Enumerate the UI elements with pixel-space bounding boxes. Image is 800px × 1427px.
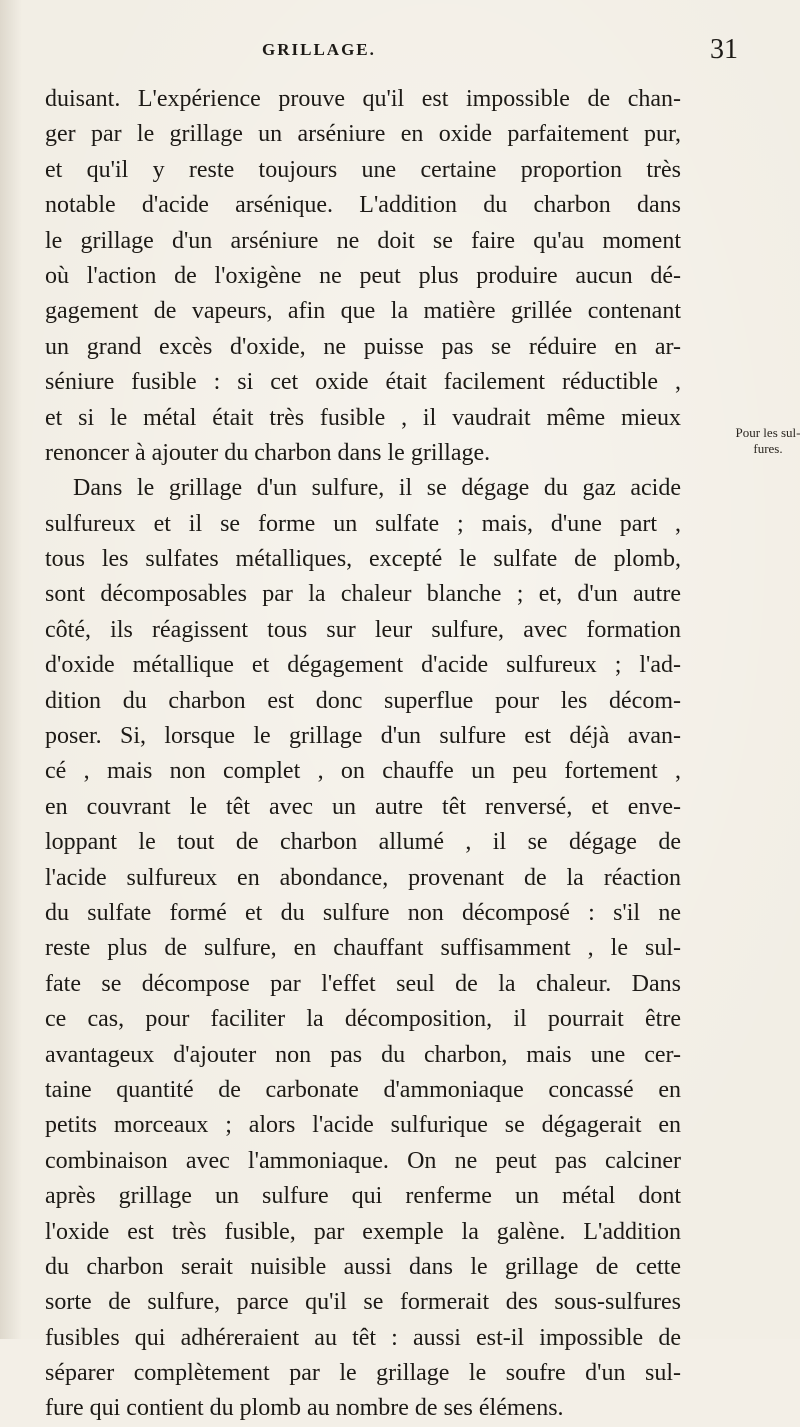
text-line: côté, ils réagissent tous sur leur sulfure, avec formation — [45, 616, 681, 643]
text-line: duisant. L'expérience prouve qu'il est impossible de chan- — [45, 86, 681, 112]
text-line: d'oxide métallique et dégagement d'acide sulfureux ; l'ad- — [45, 652, 681, 679]
text-line: combinaison avec l'ammoniaque. On ne peut pas calciner — [45, 1147, 681, 1174]
text-line: l'acide sulfureux en abondance, provenant de la réaction — [45, 864, 681, 891]
text-line: loppant le tout de charbon allumé , il se dégage de — [45, 829, 681, 856]
text-line: petits morceaux ; alors l'acide sulfurique se dégagerait en — [45, 1112, 681, 1139]
margin-note-line: fures. — [753, 441, 783, 456]
text-line: sont décomposables par la chaleur blanche ; et, d'un autre — [45, 581, 681, 608]
text-line: sorte de sulfure, parce qu'il se formerait des sous-sulfures — [45, 1289, 681, 1316]
text-line: séparer complètement par le grillage le soufre d'un sul- — [45, 1360, 681, 1387]
text-line: avantageux d'ajouter non pas du charbon, mais une cer- — [45, 1041, 681, 1068]
text-line: tous les sulfates métalliques, excepté le sulfate de plomb, — [45, 546, 681, 573]
text-line: après grillage un sulfure qui renferme un métal dont — [45, 1183, 681, 1210]
text-line: du charbon serait nuisible aussi dans le grillage de cette — [45, 1253, 681, 1280]
text-line: sulfureux et il se forme un sulfate ; mais, d'une part , — [45, 510, 681, 537]
text-line: le grillage d'un arséniure ne doit se faire qu'au moment — [45, 227, 681, 254]
text-line: l'oxide est très fusible, par exemple la galène. L'addition — [45, 1218, 681, 1245]
page-number: 31 — [710, 34, 738, 65]
text-line: fure qui contient du plomb au nombre de ses élémens. — [45, 1395, 564, 1422]
margin-note-line: Pour les sul- — [735, 425, 800, 440]
margin-note — [733, 425, 800, 457]
text-line: renoncer à ajouter du charbon dans le grillage. — [45, 439, 491, 466]
text-line: notable d'acide arsénique. L'addition du charbon dans — [45, 192, 681, 219]
text-line: gagement de vapeurs, afin que la matière grillée contenant — [45, 298, 681, 325]
text-line: un grand excès d'oxide, ne puisse pas se réduire en ar- — [45, 333, 681, 360]
text-line: où l'action de l'oxigène ne peut plus produire aucun dé- — [45, 262, 681, 289]
text-line: séniure fusible : si cet oxide était facilement réductible , — [45, 369, 681, 396]
text-line: et qu'il y reste toujours une certaine proportion très — [45, 156, 681, 183]
text-line: reste plus de sulfure, en chauffant suffisamment , le sul- — [45, 935, 681, 962]
text-line: ce cas, pour faciliter la décomposition, il pourrait être — [45, 1006, 681, 1033]
text-line: dition du charbon est donc superflue pour les décom- — [45, 687, 681, 714]
text-line: taine quantité de carbonate d'ammoniaque concassé en — [45, 1076, 681, 1103]
text-line: et si le métal était très fusible , il vaudrait même mieux — [45, 404, 681, 431]
text-line: ger par le grillage un arséniure en oxide parfaitement pur, — [45, 121, 681, 148]
text-line: cé , mais non complet , on chauffe un peu fortement , — [45, 758, 681, 785]
body-text — [45, 82, 681, 1427]
running-title: GRILLAGE. — [262, 40, 376, 59]
text-line: du sulfate formé et du sulfure non décomposé : s'il ne — [45, 899, 681, 926]
text-line: fusibles qui adhéreraient au têt : aussi est-il impossible de — [45, 1324, 681, 1351]
paragraph-start-line: Dans le grillage d'un sulfure, il se dégage du gaz acide — [73, 475, 681, 502]
text-line: en couvrant le têt avec un autre têt renversé, et enve- — [45, 793, 681, 820]
gutter-shadow — [0, 0, 22, 1339]
text-line: poser. Si, lorsque le grillage d'un sulfure est déjà avan- — [45, 723, 681, 750]
running-head — [0, 34, 800, 74]
text-line: fate se décompose par l'effet seul de la chaleur. Dans — [45, 970, 681, 997]
